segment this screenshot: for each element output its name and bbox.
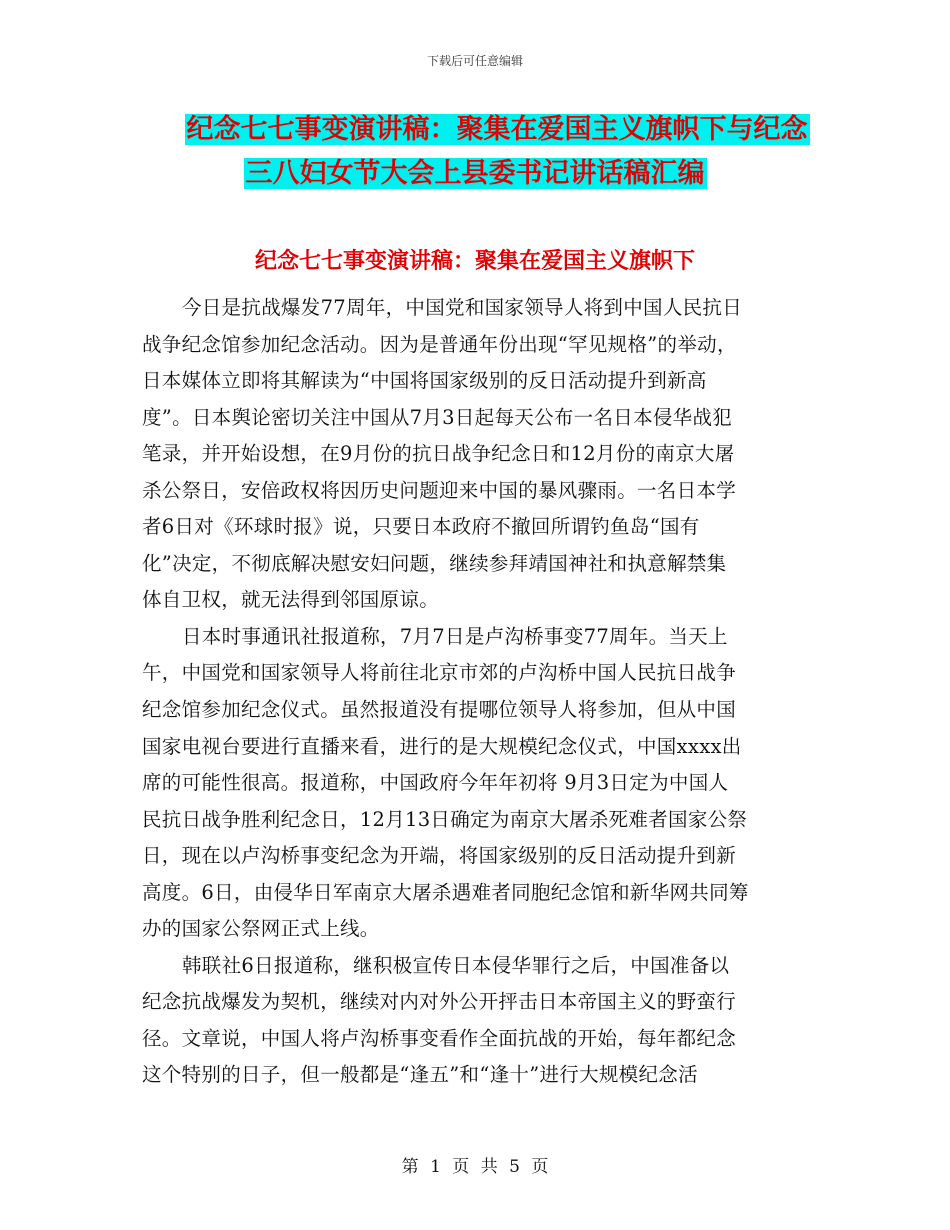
paragraph-1-line: 今日是抗战爆发77周年，中国党和国家领导人将到中国人民抗日 bbox=[182, 296, 743, 319]
paragraph-2-line: 国家电视台要进行直播来看，进行的是大规模纪念仪式，中国xxxx出 bbox=[142, 734, 742, 758]
paragraph-3-line: 韩联社6日报道称，继积极宣传日本侵华罪行之后，中国准备以 bbox=[182, 953, 730, 977]
page-number-footer: 第 1 页 共 5 页 bbox=[401, 1157, 549, 1177]
header-note: 下载后可任意编辑 bbox=[426, 54, 523, 68]
paragraph-1-line: 日本媒体立即将其解读为“中国将国家级别的反日活动提升到新高 bbox=[142, 369, 707, 393]
paragraph-1-line: 笔录，并开始设想，在9月份的抗日战争纪念日和12月份的南京大屠 bbox=[142, 442, 735, 466]
paragraph-3-line: 这个特别的日子，但一般都是“逢五”和“逢十”进行大规模纪念活 bbox=[142, 1063, 698, 1087]
paragraph-3-line: 纪念抗战爆发为契机，继续对内对外公开抨击日本帝国主义的野蛮行 bbox=[142, 990, 737, 1014]
paragraph-2-line: 办的国家公祭网正式上线。 bbox=[142, 917, 380, 941]
paragraph-1-line: 度”。日本舆论密切关注中国从7月3日起每天公布一名日本侵华战犯 bbox=[142, 405, 733, 429]
document-title-line-2-text: 三八妇女节大会上县委书记讲话稿汇编 bbox=[245, 158, 705, 189]
paragraph-2-line: 日，现在以卢沟桥事变纪念为开端，将国家级别的反日活动提升到新 bbox=[142, 844, 737, 868]
paragraph-2-line: 席的可能性很高。报道称，中国政府今年年初将 9月3日定为中国人 bbox=[142, 771, 729, 795]
paragraph-1-line: 者6日对《环球时报》说，只要日本政府不撤回所谓钓鱼岛“国有 bbox=[142, 515, 700, 539]
paragraph-2-line: 民抗日战争胜利纪念日，12月13日确定为南京大屠杀死难者国家公祭 bbox=[142, 807, 748, 831]
paragraph-2-line: 午，中国党和国家领导人将前往北京市郊的卢沟桥中国人民抗日战争 bbox=[142, 661, 737, 685]
paragraph-2-line: 纪念馆参加纪念仪式。虽然报道没有提哪位领导人将参加，但从中国 bbox=[142, 698, 737, 722]
section-title: 纪念七七事变演讲稿：聚集在爱国主义旗帜下 bbox=[254, 249, 695, 274]
paragraph-1-line: 化”决定，不彻底解决慰安妇问题，继续参拜靖国神社和执意解禁集 bbox=[142, 551, 727, 575]
paragraph-1-line: 战争纪念馆参加纪念活动。因为是普通年份出现“罕见规格”的举动， bbox=[142, 332, 737, 356]
document-title-line-1-text: 纪念七七事变演讲稿：聚集在爱国主义旗帜下与纪念 bbox=[186, 114, 808, 145]
paragraph-1-line: 体自卫权，就无法得到邻国原谅。 bbox=[142, 588, 440, 612]
paragraph-3-line: 径。文章说，中国人将卢沟桥事变看作全面抗战的开始，每年都纪念 bbox=[142, 1026, 737, 1050]
document-title-line-2 bbox=[0, 152, 950, 196]
paragraph-2-line: 高度。6日，由侵华日军南京大屠杀遇难者同胞纪念馆和新华网共同筹 bbox=[142, 880, 749, 904]
article-body bbox=[142, 290, 810, 1094]
paragraph-2-line: 日本时事通讯社报道称，7月7日是卢沟桥事变77周年。当天上 bbox=[182, 624, 728, 648]
document-title-line-1 bbox=[22, 108, 950, 152]
paragraph-1-line: 杀公祭日，安倍政权将因历史问题迎来中国的暴风骤雨。一名日本学 bbox=[142, 478, 737, 502]
